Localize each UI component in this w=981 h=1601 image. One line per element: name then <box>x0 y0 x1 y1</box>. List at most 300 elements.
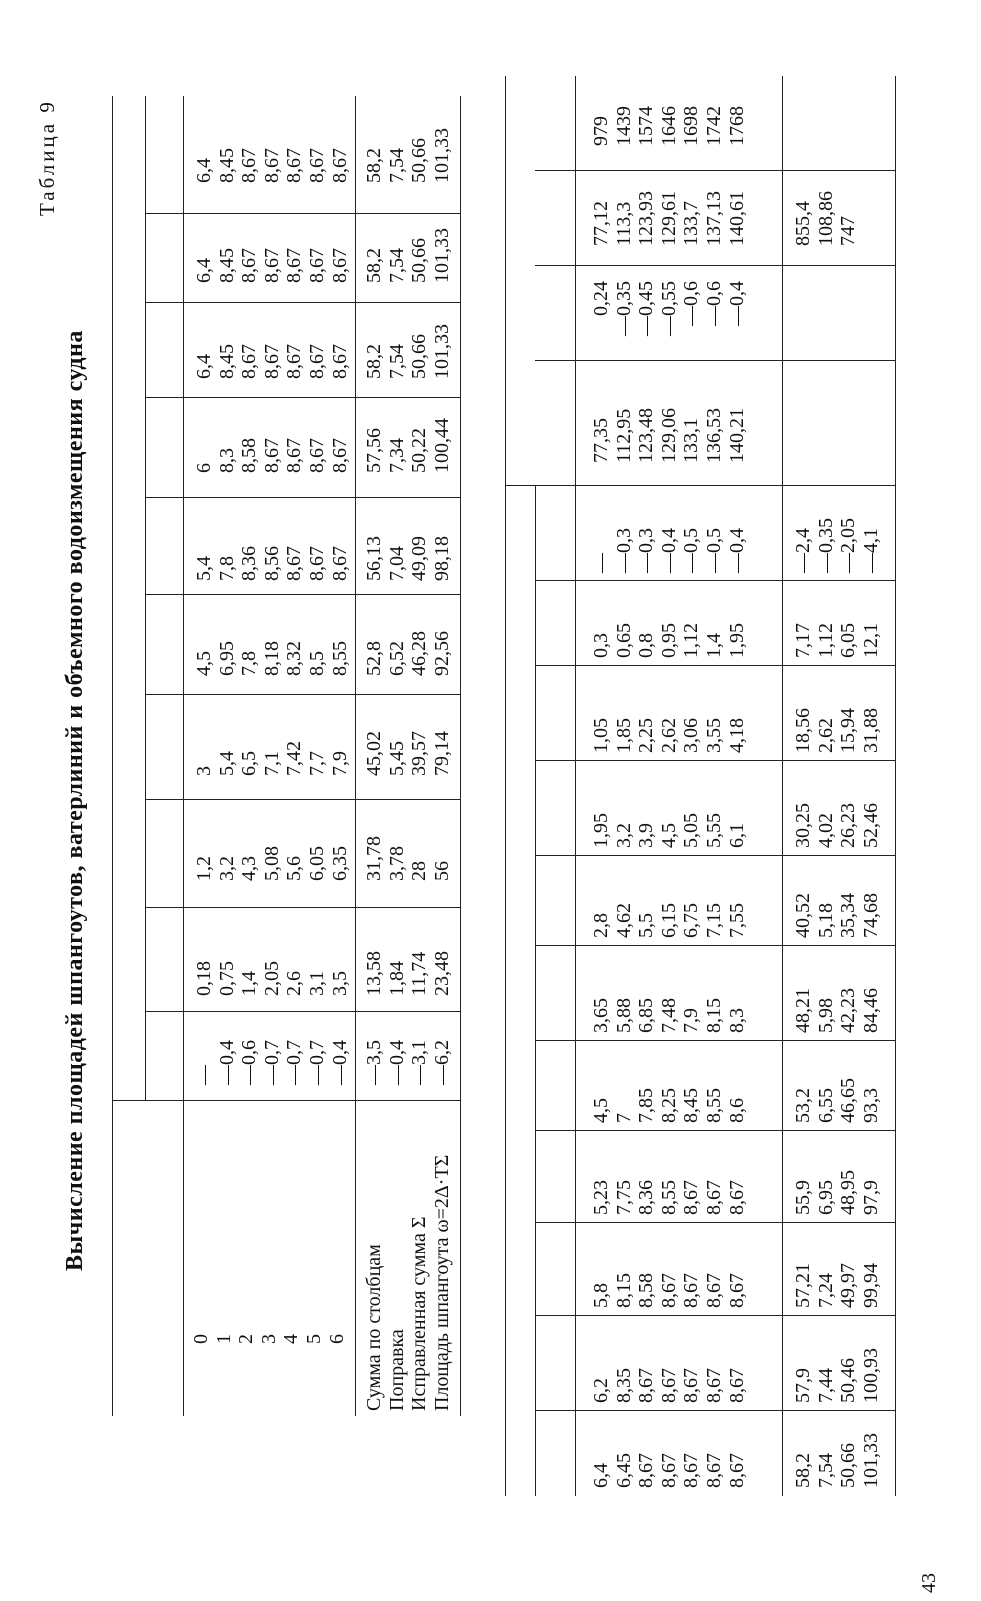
cell-value: 4,3 <box>238 856 261 881</box>
cell-value: 6,4 <box>193 158 215 183</box>
cell-value: 5 <box>302 1334 325 1344</box>
cell-value: 2,25 <box>635 718 658 753</box>
cell-value: 6,5 <box>238 751 261 776</box>
page-title: Вычисление площадей шпангоутов, ватерлиний и объемного водоизмещения судна <box>62 330 88 1271</box>
cell-value: 5,6 <box>283 856 306 881</box>
cell-value: 8,5 <box>305 651 328 676</box>
cell-value: 8,67 <box>305 546 328 581</box>
cell-value: 97,9 <box>859 1180 882 1215</box>
cell-value: 18,56 <box>792 708 814 753</box>
rule-vertical <box>535 170 895 171</box>
cell-value: 8,36 <box>635 1180 658 1215</box>
table2-summary-column <box>792 893 882 938</box>
cell-value: 8,25 <box>657 1088 680 1123</box>
cell-value: 101,33 <box>430 228 453 283</box>
cell-value: —0,5 <box>702 528 725 573</box>
table2-summary-column <box>792 803 882 848</box>
cell-value: 2,8 <box>590 913 612 938</box>
rule-horizontal <box>460 96 461 1416</box>
table1-summary-column <box>363 418 453 473</box>
cell-value: 7,15 <box>702 903 725 938</box>
cell-value: 45,02 <box>363 731 385 776</box>
rule-horizontal <box>112 96 113 1416</box>
cell-value: 3 <box>193 766 215 776</box>
cell-value: 77,35 <box>590 418 612 463</box>
cell-value: 46,28 <box>408 631 431 676</box>
cell-value: 1,12 <box>680 623 703 658</box>
table2-summary-column <box>792 988 882 1033</box>
cell-value: 8,67 <box>283 438 306 473</box>
table2-column <box>590 998 748 1033</box>
table1-summary-column <box>363 631 453 676</box>
cell-value: 8,67 <box>305 344 328 379</box>
cell-value: 8,67 <box>725 1180 748 1215</box>
cell-value: —0,7 <box>283 1040 306 1085</box>
cell-value: 8,67 <box>657 1453 680 1488</box>
cell-value: 8,67 <box>283 344 306 379</box>
cell-value: 747 <box>837 216 860 246</box>
cell-value: 8,58 <box>238 438 261 473</box>
cell-value: —0,4 <box>657 528 680 573</box>
cell-value: 7,54 <box>814 1453 837 1488</box>
table1-column <box>193 248 351 283</box>
table2-summary-column <box>792 1263 882 1308</box>
rule-vertical <box>535 945 895 946</box>
table2-summary-column <box>792 518 882 573</box>
row-corrections <box>590 281 748 351</box>
cell-value: 26,23 <box>837 803 860 848</box>
cell-value: 8,32 <box>283 641 306 676</box>
cell-value: 6,4 <box>193 354 215 379</box>
waterline-areas <box>590 106 748 146</box>
cell-value: 5,88 <box>612 998 635 1033</box>
cell-value: 57,9 <box>792 1368 814 1403</box>
cell-value: —6,2 <box>430 1040 453 1085</box>
cell-value: 8,67 <box>283 546 306 581</box>
cell-value: 1,2 <box>193 856 215 881</box>
cell-value: 1,95 <box>590 813 612 848</box>
cell-value: 6,55 <box>814 1088 837 1123</box>
cell-value: 7,17 <box>792 623 814 658</box>
cell-value: 7,24 <box>814 1273 837 1308</box>
cell-value: 6,1 <box>725 823 748 848</box>
cell-value: 8,67 <box>238 148 261 183</box>
cell-value: 6,2 <box>590 1378 612 1403</box>
cell-value: 35,34 <box>837 893 860 938</box>
cell-value: 7,54 <box>385 248 408 283</box>
rule-vertical <box>145 497 460 498</box>
table1-summary-column <box>363 1040 453 1085</box>
cell-value: —0,45 <box>635 281 658 336</box>
cell-value: 2,05 <box>260 961 283 996</box>
cell-value: 1,85 <box>612 718 635 753</box>
cell-value: 136,53 <box>702 408 725 463</box>
cell-value: 1439 <box>612 106 635 146</box>
cell-value: —0,55 <box>657 281 680 336</box>
cell-value: 6,95 <box>814 1180 837 1215</box>
cell-value: —0,4 <box>328 1040 351 1085</box>
cell-value: 7,04 <box>385 546 408 581</box>
cell-value: 4,18 <box>725 718 748 753</box>
cell-value: 92,56 <box>430 631 453 676</box>
table2-summary-column <box>792 1078 882 1123</box>
cell-value: 5,45 <box>385 741 408 776</box>
cell-value: —0,4 <box>725 528 748 573</box>
rule-vertical <box>535 360 895 361</box>
cell-value: 8,67 <box>305 148 328 183</box>
cell-value: 8,67 <box>260 438 283 473</box>
cell-value: 1698 <box>680 106 703 146</box>
cell-value: 46,65 <box>837 1078 860 1123</box>
summary-label: Площадь шпангоута ω=2Δ·TΣ <box>430 1154 453 1411</box>
cell-value: —0,7 <box>305 1040 328 1085</box>
cell-value: — <box>590 553 612 573</box>
cell-value: 8,45 <box>215 248 238 283</box>
cell-value: 48,95 <box>837 1170 860 1215</box>
cell-value: 50,66 <box>408 238 431 283</box>
cell-value: 0,3 <box>590 633 612 658</box>
cell-value: 8,18 <box>260 641 283 676</box>
cell-value: 93,3 <box>859 1088 882 1123</box>
cell-value: 58,2 <box>363 148 385 183</box>
rule-vertical <box>505 485 895 486</box>
cell-value: 8,67 <box>260 248 283 283</box>
rule-vertical <box>145 907 460 908</box>
cell-value: 100,44 <box>430 418 453 473</box>
table2-summary-column <box>792 1170 882 1215</box>
cell-value: 48,21 <box>792 988 814 1033</box>
cell-value: 50,22 <box>408 428 431 473</box>
cell-value: 5,18 <box>814 903 837 938</box>
cell-value: 7,54 <box>385 148 408 183</box>
table1-column <box>193 438 351 473</box>
cell-value: 7,34 <box>385 438 408 473</box>
table2-summary-column <box>792 623 882 658</box>
cell-value: 133,1 <box>680 418 703 463</box>
cell-value: 7,42 <box>283 741 306 776</box>
cell-value: 123,48 <box>635 408 658 463</box>
cell-value: 8,67 <box>635 1368 658 1403</box>
cell-value: 2,62 <box>814 718 837 753</box>
cell-value: 42,23 <box>837 988 860 1033</box>
cell-value: 1574 <box>635 106 658 146</box>
cell-value: 7,54 <box>385 344 408 379</box>
cell-value: 4 <box>280 1334 303 1344</box>
rule-vertical <box>535 855 895 856</box>
table2-summary-column <box>792 708 882 753</box>
cell-value: 50,66 <box>837 1443 860 1488</box>
cell-value: 6,4 <box>590 1463 612 1488</box>
cell-value: 8,55 <box>657 1180 680 1215</box>
cell-value: 3,2 <box>612 823 635 848</box>
cell-value: 8,15 <box>702 998 725 1033</box>
cell-value: 77,12 <box>590 201 612 246</box>
table1-summary-column <box>363 128 453 183</box>
summary-labels <box>363 1155 453 1411</box>
cell-value: 74,68 <box>859 893 882 938</box>
cell-value: 8,67 <box>283 248 306 283</box>
rule-horizontal <box>145 96 146 1101</box>
cell-value: 8,56 <box>260 546 283 581</box>
cell-value: 3,9 <box>635 823 658 848</box>
cell-value: 7,8 <box>238 651 261 676</box>
cell-value: 49,97 <box>837 1263 860 1308</box>
cell-value: 8,67 <box>305 248 328 283</box>
table1-column <box>193 641 351 676</box>
table1-summary-column <box>363 951 453 996</box>
cell-value: 58,2 <box>363 248 385 283</box>
cell-value: 1768 <box>725 106 748 146</box>
cell-value: 7,75 <box>612 1180 635 1215</box>
cell-value: 8,67 <box>680 1453 703 1488</box>
cell-value: 8,67 <box>305 438 328 473</box>
table1-summary-column <box>363 536 453 581</box>
cell-value: 8,67 <box>725 1368 748 1403</box>
cell-value: 5,4 <box>193 556 215 581</box>
cell-value: 979 <box>590 116 612 146</box>
cell-value: 3,06 <box>680 718 703 753</box>
cell-value: 7,8 <box>215 556 238 581</box>
rule-vertical <box>145 214 460 215</box>
cell-value: 55,9 <box>792 1180 814 1215</box>
cell-value: 52,8 <box>363 641 385 676</box>
cell-value: 137,13 <box>702 191 725 246</box>
cell-value: 8,67 <box>328 546 351 581</box>
cell-value: 8,67 <box>725 1453 748 1488</box>
cell-value: 113,3 <box>612 201 635 246</box>
cell-value: 129,06 <box>657 408 680 463</box>
cell-value: 5,8 <box>590 1283 612 1308</box>
summary-label: Поправка <box>385 1329 408 1411</box>
table1-column <box>193 344 351 379</box>
rule-vertical <box>535 665 895 666</box>
cell-value: 101,33 <box>859 1433 882 1488</box>
cell-value: 8,67 <box>328 248 351 283</box>
cell-value: 4,5 <box>193 651 215 676</box>
cell-value: —0,3 <box>635 528 658 573</box>
cell-value: 8,3 <box>215 448 238 473</box>
cell-value: 112,95 <box>612 408 635 463</box>
rule-vertical <box>535 1315 895 1316</box>
cell-value: 3,65 <box>590 998 612 1033</box>
cell-value: 30,25 <box>792 803 814 848</box>
table1-summary-column <box>363 324 453 379</box>
cell-value: 52,46 <box>859 803 882 848</box>
table1-summary-column <box>363 228 453 283</box>
cell-value: 0,8 <box>635 633 658 658</box>
cell-value: 4,5 <box>657 823 680 848</box>
rule-vertical <box>145 800 460 801</box>
table2-column <box>590 813 748 848</box>
cell-value: 3,78 <box>385 846 408 881</box>
cell-value: 1 <box>212 1334 235 1344</box>
table1-column <box>193 961 351 996</box>
cell-value: 8,67 <box>702 1273 725 1308</box>
cell-value: 8,67 <box>702 1453 725 1488</box>
cell-value: 3,55 <box>702 718 725 753</box>
cell-value: 8,58 <box>635 1273 658 1308</box>
cell-value: 8,55 <box>328 641 351 676</box>
cell-value: 101,33 <box>430 324 453 379</box>
table2-column <box>590 623 748 658</box>
cell-value: 0 <box>190 1334 212 1344</box>
summary-label: Исправленная сумма Σ <box>408 1216 431 1411</box>
cell-value: 11,74 <box>408 951 431 996</box>
table2-summary-column <box>792 1433 882 1488</box>
cell-value: 8,67 <box>238 344 261 379</box>
cell-value: 58,2 <box>792 1453 814 1488</box>
rule-horizontal <box>782 76 783 1496</box>
cell-value: 58,2 <box>363 344 385 379</box>
cell-value: 1,12 <box>814 623 837 658</box>
cell-value: 6 <box>193 463 215 473</box>
cell-value: —0,7 <box>260 1040 283 1085</box>
cell-value: 8,67 <box>328 438 351 473</box>
cell-value: —0,4 <box>215 1040 238 1085</box>
cell-value: —0,6 <box>702 281 725 326</box>
table2-column <box>590 1180 748 1215</box>
cell-value: 57,56 <box>363 428 385 473</box>
cell-value: 101,33 <box>430 128 453 183</box>
cell-value: 1,84 <box>385 961 408 996</box>
cell-value: 1,05 <box>590 718 612 753</box>
cell-value: 3,5 <box>328 971 351 996</box>
cell-value: 7 <box>612 1113 635 1123</box>
table1-summary-column <box>363 836 453 881</box>
cell-value: 13,58 <box>363 951 385 996</box>
cell-value: 7,85 <box>635 1088 658 1123</box>
row-corrected <box>590 191 748 246</box>
cell-value: 8,67 <box>702 1368 725 1403</box>
cell-value: 8,45 <box>215 344 238 379</box>
cell-value: —0,6 <box>680 281 703 326</box>
cell-value: 50,66 <box>408 138 431 183</box>
cell-value: 8,15 <box>612 1273 635 1308</box>
cell-value: 56,13 <box>363 536 385 581</box>
cell-value: 0,95 <box>657 623 680 658</box>
rule-horizontal <box>183 96 184 1416</box>
waterline-numbers <box>190 1334 348 1344</box>
cell-value: —0,35 <box>814 518 837 573</box>
cell-value: 0,65 <box>612 623 635 658</box>
rule-vertical <box>535 1410 895 1411</box>
table2-column <box>590 1088 748 1123</box>
table2-column <box>590 718 748 753</box>
cell-value: 3,2 <box>215 856 238 881</box>
cell-value: 6 <box>325 1334 348 1344</box>
cell-value: 8,67 <box>328 344 351 379</box>
table2-column <box>590 903 748 938</box>
table-label: Таблица 9 <box>35 99 59 216</box>
cell-value: 7,44 <box>814 1368 837 1403</box>
table2-summary-column <box>792 1348 882 1403</box>
rule-vertical <box>535 1222 895 1223</box>
rule-horizontal <box>895 76 896 1496</box>
cell-value: —0,4 <box>385 1040 408 1085</box>
cell-value: 50,66 <box>408 334 431 379</box>
cell-value: 8,45 <box>680 1088 703 1123</box>
cell-value: 8,67 <box>702 1180 725 1215</box>
cell-value: 84,46 <box>859 988 882 1033</box>
cell-value: 4,5 <box>590 1098 612 1123</box>
cell-value: 8,3 <box>725 1008 748 1033</box>
cell-value: 8,67 <box>680 1180 703 1215</box>
cell-value: 7,9 <box>328 751 351 776</box>
cell-value: —3,1 <box>408 1040 431 1085</box>
table1-column <box>193 1040 351 1085</box>
cell-value: 8,45 <box>215 148 238 183</box>
cell-value: —0,3 <box>612 528 635 573</box>
cell-value: 31,78 <box>363 836 385 881</box>
cell-value: 123,93 <box>635 191 658 246</box>
cell-value: 1,95 <box>725 623 748 658</box>
cell-value: 6,95 <box>215 641 238 676</box>
cell-value: 0,24 <box>590 281 612 316</box>
cell-value: 6,35 <box>328 846 351 881</box>
rule-horizontal <box>355 96 356 1416</box>
cell-value: 108,86 <box>814 191 837 246</box>
cell-value: 98,18 <box>430 536 453 581</box>
rule-vertical <box>535 265 895 266</box>
cell-value: 8,67 <box>283 148 306 183</box>
cell-value: —2,05 <box>837 518 860 573</box>
cell-value: 6,75 <box>680 903 703 938</box>
cell-value: 140,61 <box>725 191 748 246</box>
page-number: 43 <box>918 1573 940 1593</box>
cell-value: —4,1 <box>859 528 882 573</box>
cell-value: 15,94 <box>837 708 860 753</box>
row-sums <box>590 408 748 463</box>
rule-vertical <box>145 302 460 303</box>
cell-value: —0,6 <box>238 1040 261 1085</box>
cell-value: 5,98 <box>814 998 837 1033</box>
cell-value: 6,15 <box>657 903 680 938</box>
cell-value: 4,02 <box>814 813 837 848</box>
cell-value: 4,62 <box>612 903 635 938</box>
cell-value: 12,1 <box>859 623 882 658</box>
cell-value: 2,6 <box>283 971 306 996</box>
cell-value: 39,57 <box>408 731 431 776</box>
cell-value: 0,18 <box>193 961 215 996</box>
cell-value: 6,85 <box>635 998 658 1033</box>
cell-value: 3 <box>257 1334 280 1344</box>
cell-value: 6,45 <box>612 1453 635 1488</box>
cell-value: 6,4 <box>193 258 215 283</box>
cell-value: 8,55 <box>702 1088 725 1123</box>
rule-vertical <box>535 1130 895 1131</box>
cell-value: 1742 <box>702 106 725 146</box>
cell-value: 7,55 <box>725 903 748 938</box>
corrected-totals <box>792 191 860 246</box>
cell-value: 28 <box>408 861 431 881</box>
cell-value: 7,48 <box>657 998 680 1033</box>
cell-value: 8,67 <box>260 344 283 379</box>
cell-value: 140,21 <box>725 408 748 463</box>
cell-value: 129,61 <box>657 191 680 246</box>
cell-value: 8,67 <box>725 1273 748 1308</box>
rule-vertical <box>145 695 460 696</box>
cell-value: 8,67 <box>328 148 351 183</box>
table1-column <box>193 546 351 581</box>
cell-value: 2 <box>235 1334 258 1344</box>
cell-value: 0,75 <box>215 961 238 996</box>
table1-column <box>193 741 351 776</box>
cell-value: —2,4 <box>792 528 814 573</box>
cell-value: 1646 <box>657 106 680 146</box>
cell-value: 5,55 <box>702 813 725 848</box>
rule-vertical <box>535 760 895 761</box>
cell-value: 8,36 <box>238 546 261 581</box>
